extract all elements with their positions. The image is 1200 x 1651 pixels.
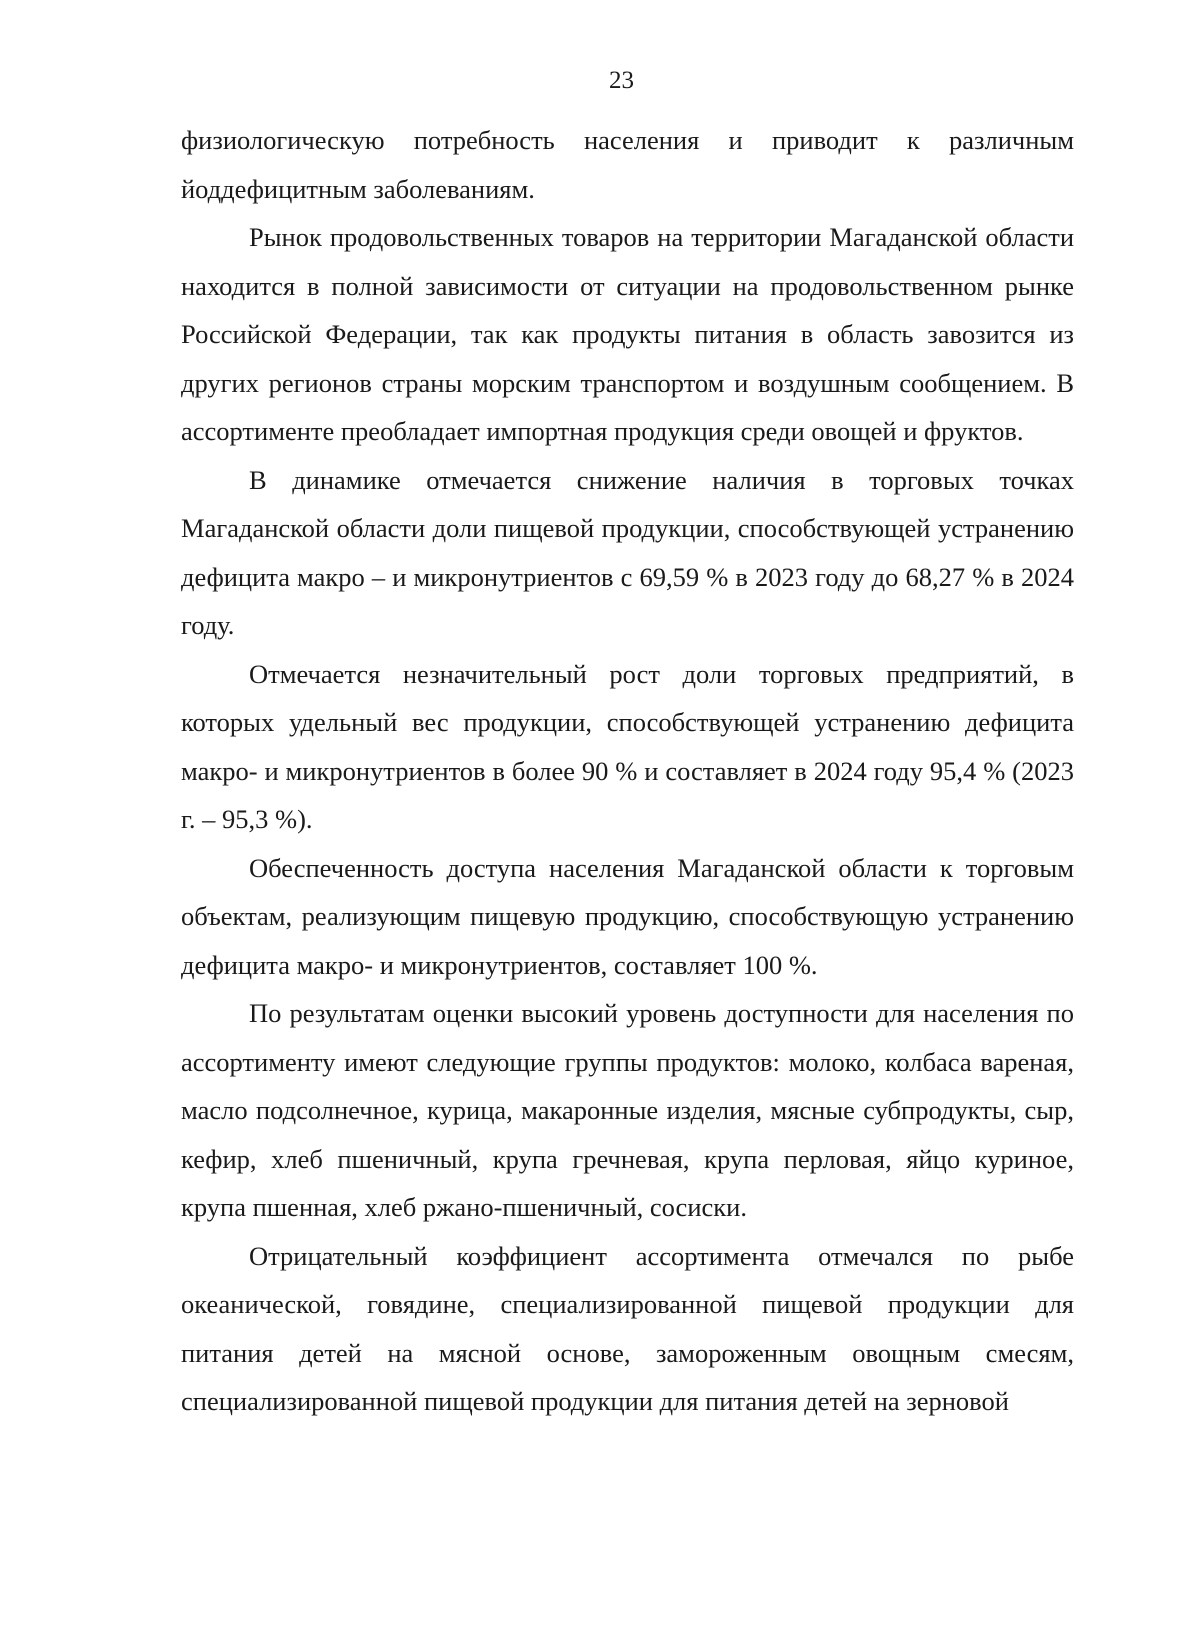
paragraph-negative-coefficient: Отрицательный коэффициент ассортимента отмечался по рыбе океанической, говядине, специализированной пищевой продукции для питания детей на мясной основе, замороженным овощным смесям, специализированной пищевой продукции для питания детей на зерновой bbox=[181, 1240, 1074, 1416]
paragraph-access-provision: Обеспеченность доступа населения Магаданской области к торговым объектам, реализующим пищевую продукцию, способствующую устранению дефицита макро- и микронутриентов, составляет 100 %. bbox=[181, 852, 1074, 980]
document-body bbox=[181, 116, 1074, 1426]
paragraph-high-availability: По результатам оценки высокий уровень доступности для населения по ассортименту имеют следующие группы продуктов: молоко, колбаса вареная, масло подсолнечное, курица, макаронные изделия, мясные субпродукты, сыр, кефир, хлеб пшеничный, крупа гречневая, крупа перловая, яйцо куриное, крупа пшенная, хлеб ржано-пшеничный, сосиски. bbox=[181, 998, 1074, 1222]
paragraph-food-market: Рынок продовольственных товаров на территории Магаданской области находится в полной зависимости от ситуации на продовольственном рынке Российской Федерации, так как продукты питания в область завозится из других регионов страны морским транспортом и воздушным сообщением. В ассортименте преобладает импортная продукция среди овощей и фруктов. bbox=[181, 222, 1074, 446]
paragraph-retail-share-growth: Отмечается незначительный рост доли торговых предприятий, в которых удельный вес продукции, способствующей устранению дефицита макро- и микронутриентов в более 90 % и составляет в 2024 году 95,4 % (2023 г. – 95,3 %). bbox=[181, 658, 1074, 834]
paragraph-iodine-deficiency: физиологическую потребность населения и приводит к различным йоддефицитным заболеваниям. bbox=[181, 125, 1074, 204]
paragraph-product-share-decline: В динамике отмечается снижение наличия в торговых точках Магаданской области доли пищевой продукции, способствующей устранению дефицита макро – и микронутриентов с 69,59 % в 2023 году до 68,27 % в 2024 году. bbox=[181, 464, 1074, 640]
page-number: 23 bbox=[609, 67, 634, 94]
